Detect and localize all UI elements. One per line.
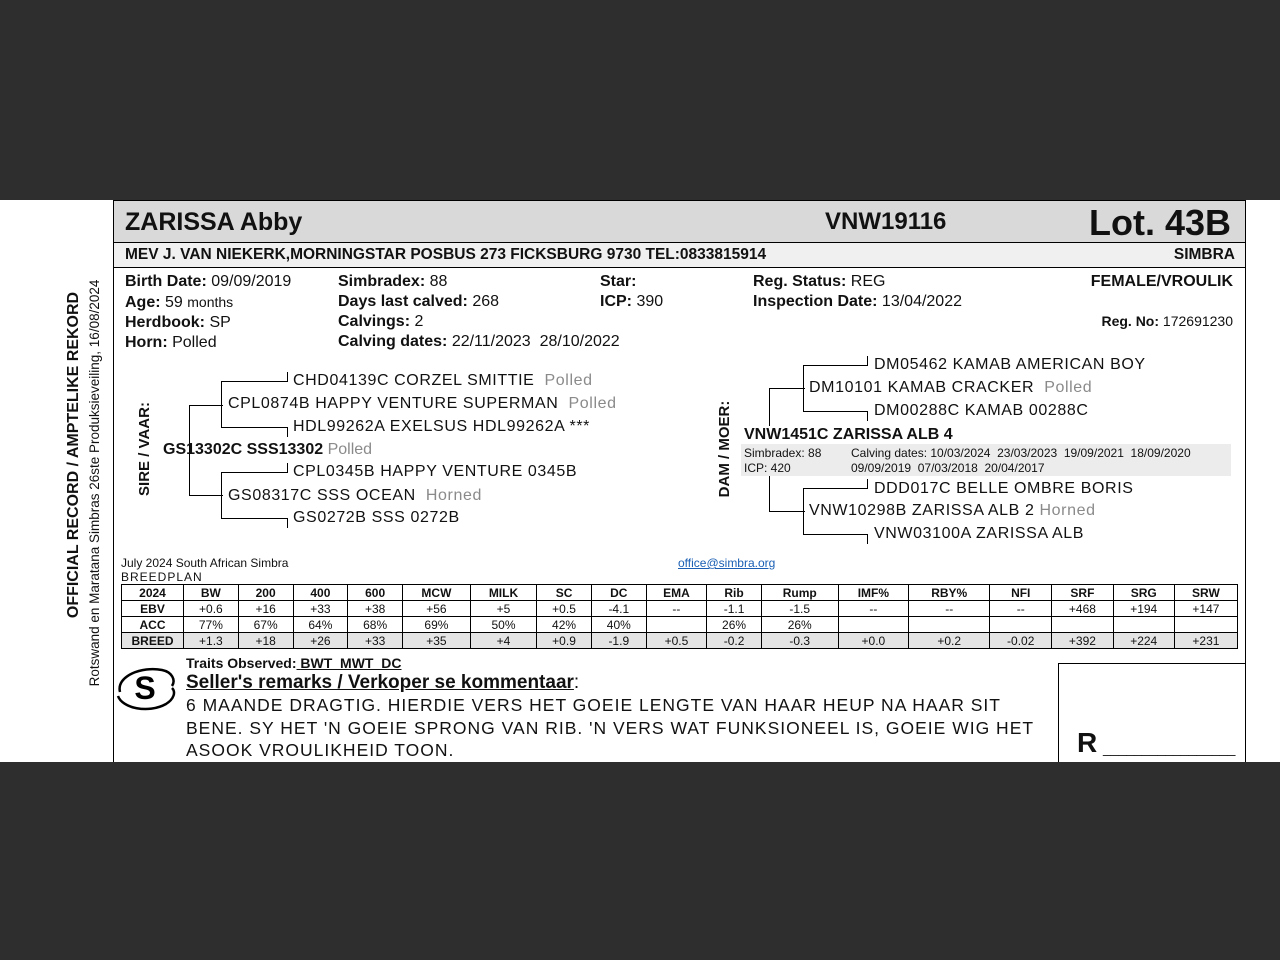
ebv-cell: -1.5 — [761, 601, 838, 617]
dam-tree-line — [803, 534, 868, 535]
ebv-cell — [838, 617, 909, 633]
ebv-row-label: EBV — [122, 601, 184, 617]
sire-sire-sire-horn: Polled — [544, 372, 593, 389]
dam-tree-line — [803, 365, 868, 366]
dam-tree-line — [803, 488, 804, 534]
sire-tree-line — [287, 372, 288, 382]
ebv-cell: +0.6 — [184, 601, 239, 617]
reg-no-label: Reg. No: — [1101, 313, 1160, 329]
dam-sire-name: DM10101 KAMAB CRACKER — [809, 379, 1035, 396]
dam-tree-line — [867, 479, 868, 489]
dam-tree-line — [867, 411, 868, 421]
info-col-4 — [753, 272, 962, 312]
ebv-header-cell: IMF% — [838, 585, 909, 601]
sire-sire-sire-name: CHD04139C CORZEL SMITTIE — [293, 372, 535, 389]
title-bar — [113, 200, 1246, 243]
ebv-cell: 26% — [761, 617, 838, 633]
reg-status-value: REG — [850, 273, 886, 290]
sire-tree-line — [287, 518, 288, 528]
animal-id: VNW19116 — [825, 208, 947, 235]
ebv-cell: +0.9 — [537, 633, 592, 649]
ebv-header-cell: Rib — [707, 585, 762, 601]
dam-side-label: DAM / MOER: — [716, 400, 733, 498]
simbra-logo — [114, 662, 176, 714]
official-record-label: OFFICIAL RECORD / AMPTELIKE REKORD — [65, 291, 82, 619]
ebv-cell: 77% — [184, 617, 239, 633]
ebv-cell: +33 — [293, 601, 348, 617]
dam-tree-line — [769, 388, 770, 426]
simbradex-value: 88 — [429, 273, 448, 290]
sire-tree-line — [221, 427, 288, 428]
ebv-cell: -1.1 — [707, 601, 762, 617]
ebv-table — [121, 584, 1238, 649]
dam-stats-box — [741, 444, 1231, 476]
breed-row — [122, 633, 1238, 649]
dam-sire-dam: DM00288C KAMAB 00288C — [874, 402, 1089, 419]
ebv-cell: -0.3 — [761, 633, 838, 649]
ebv-cell: -0.02 — [990, 633, 1052, 649]
horn-label: Horn: — [125, 334, 168, 351]
email-link[interactable]: office@simbra.org — [678, 556, 776, 570]
remarks-colon: : — [573, 672, 580, 693]
sire-dam-horn: Horned — [425, 487, 482, 504]
remarks-line-2: BENE. SY HET 'N GOEIE SPRONG VAN RIB. 'N VERS WAT FUNKSIONEEL IS, GOEIE WIG HET — [186, 718, 1035, 738]
ebv-header-cell: 600 — [348, 585, 403, 601]
info-col-3 — [600, 272, 663, 312]
sire-dam-dam: GS0272B SSS 0272B — [293, 509, 460, 526]
ebv-cell: +231 — [1174, 633, 1237, 649]
lot-number: Lot. 43B — [1089, 202, 1232, 243]
calving-dates-value: 22/11/2023 28/10/2022 — [451, 333, 620, 350]
ebv-cell — [646, 617, 707, 633]
herdbook-label: Herdbook: — [125, 314, 205, 331]
ebv-cell: +35 — [403, 633, 471, 649]
logo-letter: S — [134, 670, 156, 706]
sire-tree-line — [221, 472, 288, 473]
sire-tree-line — [287, 463, 288, 473]
icp-label: ICP: — [600, 293, 632, 310]
ebv-header-cell: SRW — [1174, 585, 1237, 601]
lot-card — [0, 200, 1280, 762]
ebv-header-row — [122, 585, 1238, 601]
breed-label: SIMBRA — [1173, 246, 1235, 263]
calvings-label: Calvings: — [338, 313, 411, 330]
inspection-date-label: Inspection Date: — [753, 293, 878, 310]
animal-name: ZARISSA Abby — [125, 208, 303, 236]
age-value: 59 — [165, 294, 183, 311]
sire — [163, 441, 372, 459]
ebv-row-label: BREED — [122, 633, 184, 649]
age-unit: months — [187, 294, 234, 310]
ebv-header-cell: NFI — [990, 585, 1052, 601]
ebv-cell: +468 — [1052, 601, 1113, 617]
icp-value: 390 — [636, 293, 664, 310]
sire-sire-dam: HDL99262A EXELSUS HDL99262A *** — [293, 418, 591, 435]
ebv-header-cell: 400 — [293, 585, 348, 601]
horn-value: Polled — [172, 334, 217, 351]
dam-tree-line — [769, 511, 805, 512]
sire-tree-line — [189, 495, 223, 496]
ebv-header-cell: 200 — [238, 585, 293, 601]
sire-tree-line — [221, 472, 222, 518]
ebv-cell: +4 — [470, 633, 536, 649]
dam-sire — [809, 379, 1092, 397]
dam-dam-name: VNW10298B ZARISSA ALB 2 — [809, 502, 1035, 519]
traits-observed — [186, 655, 402, 671]
sex-label: FEMALE/VROULIK — [1090, 273, 1233, 290]
ebv-row — [122, 601, 1238, 617]
star-label: Star: — [600, 273, 637, 290]
simbradex-label: Simbradex: — [338, 273, 426, 290]
days-last-calved-label: Days last calved: — [338, 293, 468, 310]
ebv-header-cell: RBY% — [909, 585, 990, 601]
ebv-cell: +38 — [348, 601, 403, 617]
ebv-cell: +16 — [238, 601, 293, 617]
ebv-header-cell: EMA — [646, 585, 707, 601]
ebv-cell — [1113, 617, 1174, 633]
calving-dates-label: Calving dates: — [338, 333, 448, 350]
ebv-header-cell: MCW — [403, 585, 471, 601]
days-last-calved-value: 268 — [472, 293, 500, 310]
ebv-cell: +0.5 — [537, 601, 592, 617]
ebv-cell: -- — [990, 601, 1052, 617]
dam-dam-dam: VNW03100A ZARISSA ALB — [874, 525, 1085, 542]
price-field[interactable]: _________________ — [1103, 740, 1236, 756]
ebv-cell: 68% — [348, 617, 403, 633]
ebv-cell: -4.1 — [591, 601, 646, 617]
ebv-cell: -- — [909, 601, 990, 617]
owner-details: MEV J. VAN NIEKERK,MORNINGSTAR POSBUS 273 FICKSBURG 9730 TEL:0833815914 — [125, 246, 767, 263]
sire-dam-sire: CPL0345B HAPPY VENTURE 0345B — [293, 463, 578, 480]
dam-sire-horn: Polled — [1044, 379, 1093, 396]
acc-row — [122, 617, 1238, 633]
ebv-header-cell: DC — [591, 585, 646, 601]
ebv-cell: +26 — [293, 633, 348, 649]
ebv-cell: +194 — [1113, 601, 1174, 617]
ebv-cell: +224 — [1113, 633, 1174, 649]
ebv-cell — [909, 617, 990, 633]
ebv-cell: +33 — [348, 633, 403, 649]
ebv-cell: 42% — [537, 617, 592, 633]
sire-tree-line — [221, 381, 288, 382]
ebv-cell: -- — [838, 601, 909, 617]
reg-status-label: Reg. Status: — [753, 273, 847, 290]
ebv-header-cell: BW — [184, 585, 239, 601]
reg-no-value: 172691230 — [1162, 313, 1233, 329]
sire-side-label: SIRE / VAAR: — [136, 402, 153, 496]
traits-label: Traits Observed: — [186, 655, 297, 671]
traits-value: BWT_MWT_DC — [300, 655, 402, 671]
ebv-cell: 67% — [238, 617, 293, 633]
sire-dam-name: GS08317C SSS OCEAN — [228, 487, 416, 504]
remarks-line-3: ASOOK VROULIKHEID TOON. — [186, 740, 455, 760]
sire-tree-line — [287, 427, 288, 437]
ebv-cell: 64% — [293, 617, 348, 633]
herdbook-value: SP — [209, 314, 231, 331]
sire-dam — [228, 487, 482, 505]
ebv-cell: +56 — [403, 601, 471, 617]
dam-tree-line — [769, 476, 770, 511]
birth-date: 09/09/2019 — [211, 273, 292, 290]
dam-calving-dates-1: Calving dates: 10/03/2024 23/03/2023 19/09/2021 18/09/2020 — [851, 446, 1191, 460]
sale-name-label: Rotswand en Maratana Simbras 26ste Produksieveiling, 16/08/2024 — [87, 279, 102, 687]
dam-tree-line — [867, 356, 868, 366]
ebv-cell: +0.0 — [838, 633, 909, 649]
sire-name: GS13302C SSS13302 — [163, 441, 324, 458]
dam-icp: ICP: 420 — [744, 461, 791, 475]
ebv-cell — [990, 617, 1052, 633]
dam-calving-dates-2: 09/09/2019 07/03/2018 20/04/2017 — [851, 461, 1045, 475]
sire-sire-name: CPL0874B HAPPY VENTURE SUPERMAN — [228, 395, 559, 412]
remarks-line-1: 6 MAANDE DRAGTIG. HIERDIE VERS HET GOEIE LENGTE VAN HAAR HEUP NA HAAR SIT — [186, 695, 1001, 715]
dam-dam-sire: DDD017C BELLE OMBRE BORIS — [874, 480, 1134, 497]
price-symbol: R — [1077, 727, 1098, 758]
ebv-header-cell: MILK — [470, 585, 536, 601]
dam-tree-line — [803, 488, 868, 489]
dam-tree-line — [803, 365, 804, 411]
ebv-cell: 40% — [591, 617, 646, 633]
ebv-row-label: ACC — [122, 617, 184, 633]
info-col-1 — [125, 272, 291, 353]
ebv-cell: -0.2 — [707, 633, 762, 649]
remarks-title-text: Seller's remarks / Verkoper se kommentaar — [186, 672, 574, 693]
ebv-cell: +1.3 — [184, 633, 239, 649]
ebv-cell: +147 — [1174, 601, 1237, 617]
owner-bar — [113, 243, 1246, 268]
ebv-cell: 69% — [403, 617, 471, 633]
birth-label: Birth Date: — [125, 273, 207, 290]
sire-sire — [228, 395, 617, 413]
dam-simbradex: Simbradex: 88 — [744, 446, 822, 460]
age-label: Age: — [125, 294, 161, 311]
sire-horn: Polled — [327, 441, 373, 458]
ebv-cell — [1174, 617, 1237, 633]
ebv-header-cell: SRF — [1052, 585, 1113, 601]
ebv-cell: 26% — [707, 617, 762, 633]
sire-tree-line — [189, 405, 223, 406]
dam-name: VNW1451C ZARISSA ALB 4 — [744, 426, 953, 443]
calvings-value: 2 — [414, 313, 424, 330]
dam-tree-line — [769, 388, 805, 389]
ebv-cell: +18 — [238, 633, 293, 649]
dam-dam — [809, 502, 1096, 520]
ebv-header-cell: SC — [537, 585, 592, 601]
ebv-cell: +0.2 — [909, 633, 990, 649]
ebv-cell: 50% — [470, 617, 536, 633]
ebv-cell: +5 — [470, 601, 536, 617]
price-box — [1058, 663, 1246, 762]
sire-sire-horn: Polled — [568, 395, 617, 412]
info-col-2 — [338, 272, 620, 352]
ebv-cell: -- — [646, 601, 707, 617]
ebv-header-cell: Rump — [761, 585, 838, 601]
ebv-cell: +392 — [1052, 633, 1113, 649]
sire-tree-line — [221, 518, 288, 519]
sire-tree-line — [221, 381, 222, 427]
ebv-cell: +0.5 — [646, 633, 707, 649]
breedplan-line-2: BREEDPLAN — [121, 570, 203, 584]
dam-tree-line — [867, 534, 868, 544]
simbra-logo-icon — [114, 662, 176, 714]
breedplan-line-1: July 2024 South African Simbra — [121, 556, 289, 570]
remarks-title — [186, 672, 579, 694]
dam-dam-horn: Horned — [1039, 502, 1096, 519]
ebv-cell — [1052, 617, 1113, 633]
ebv-header-cell: 2024 — [122, 585, 184, 601]
ebv-cell: -1.9 — [591, 633, 646, 649]
inspection-date-value: 13/04/2022 — [881, 293, 962, 310]
dam-sire-sire: DM05462 KAMAB AMERICAN BOY — [874, 356, 1146, 373]
dam-tree-line — [803, 411, 868, 412]
sire-sire-sire — [293, 372, 593, 390]
ebv-header-cell: SRG — [1113, 585, 1174, 601]
reg-no — [1101, 313, 1233, 329]
